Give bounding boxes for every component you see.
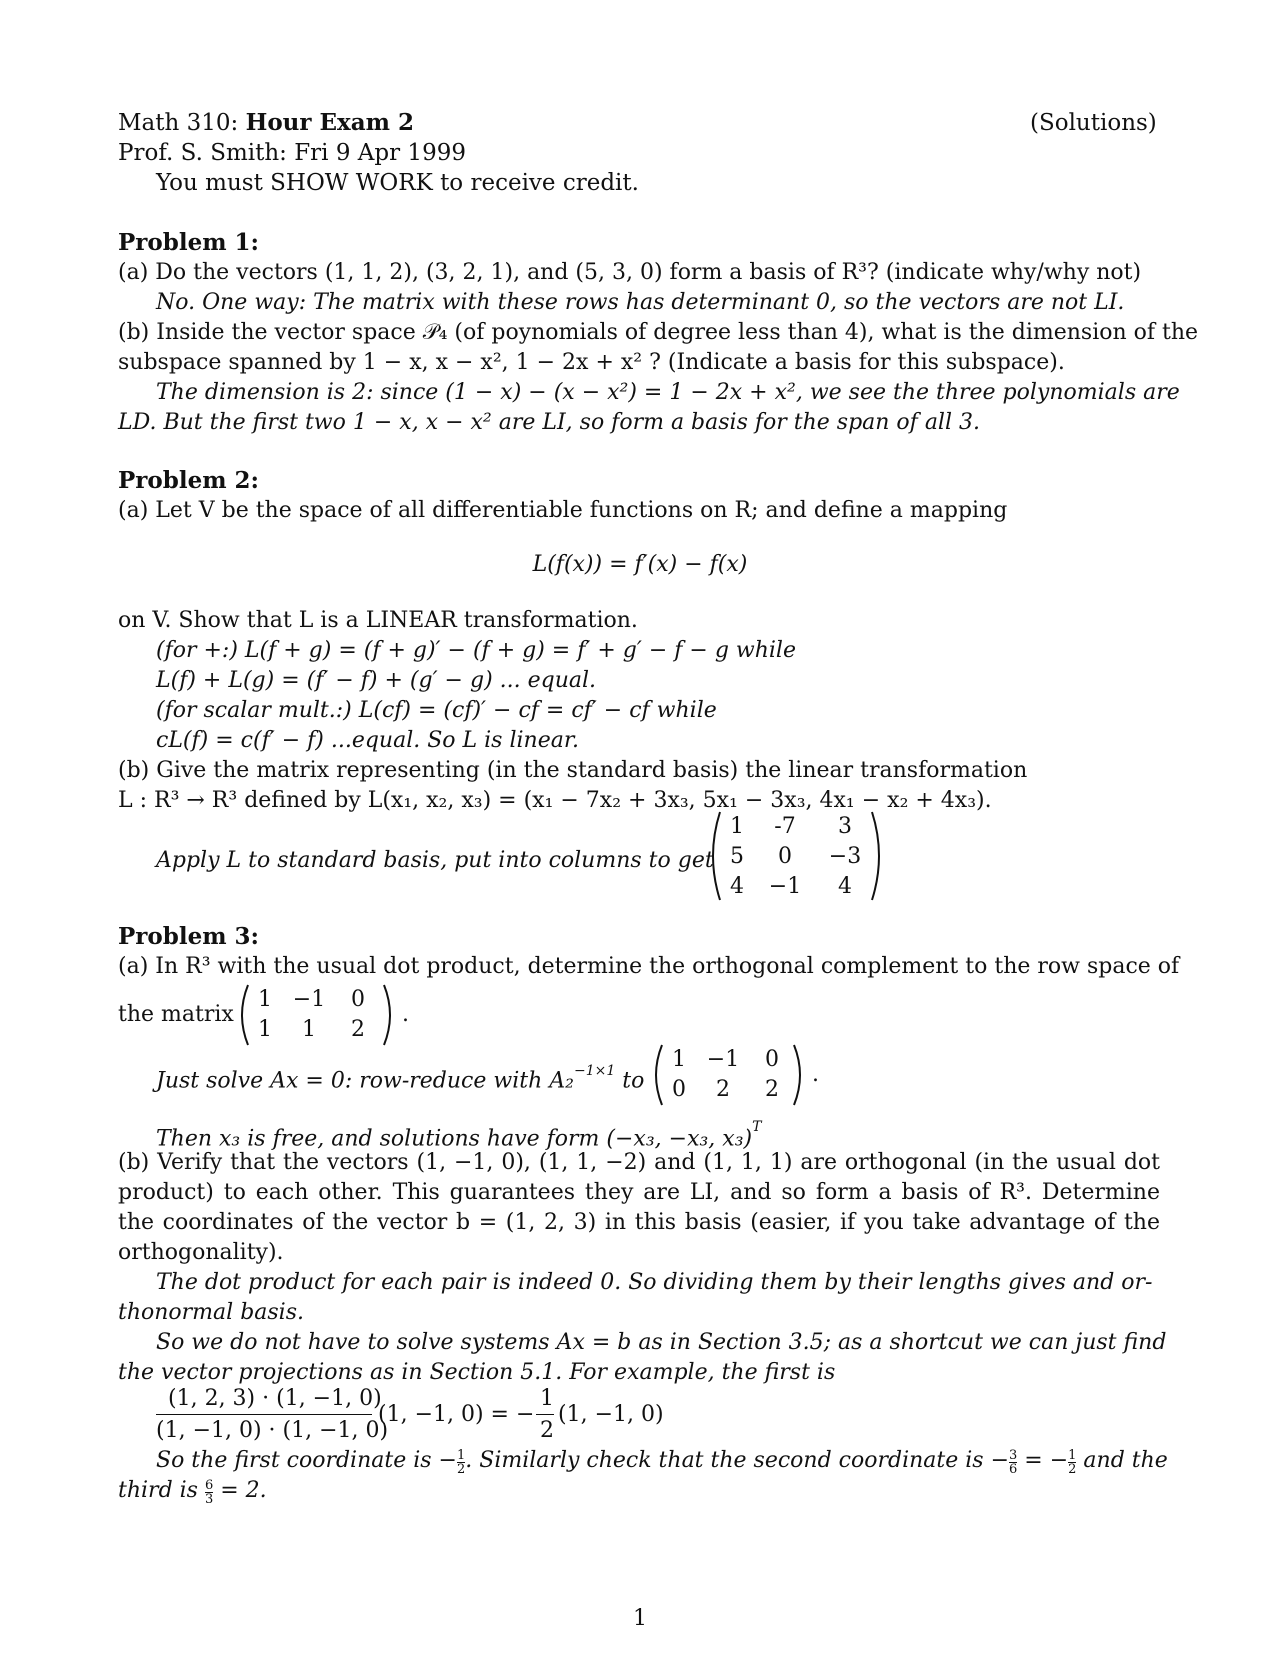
matrix-cell: 0 [765, 1047, 779, 1072]
fraction-denominator: 3 [204, 1492, 214, 1507]
matrix-cell: 0 [778, 844, 792, 869]
matrix-cell: 3 [838, 814, 852, 839]
projection-formula [156, 1384, 664, 1444]
p1-b-answer-2: LD. But the first two 1 − x, x − x² are LI, so form a basis for the span of all 3. [118, 410, 980, 435]
p2-b-question-2: L : R³ → R³ defined by L(x₁, x₂, x₃) = (x₁ − 7x₂ + 3x₃, 5x₁ − 3x₃, 4x₁ − x₂ + 4x₃). [118, 788, 992, 813]
problem3-title: Problem 3: [118, 923, 260, 950]
projection-denominator: (1, −1, 0) · (1, −1, 0) [156, 1418, 389, 1443]
p2-a-question-2: on V. Show that L is a LINEAR transformation. [118, 608, 638, 633]
fraction-numerator: 1 [457, 1448, 466, 1463]
matrix-cell: −1 [292, 987, 326, 1012]
half-numerator: 1 [540, 1386, 554, 1411]
matrix-cell: 1 [258, 1017, 272, 1042]
matrix-cell: −1 [706, 1047, 740, 1072]
p3-a-matrix [236, 982, 396, 1048]
p2-b-matrix [706, 808, 886, 904]
p1-b-answer-1: The dimension is 2: since (1 − x) − (x − x²) = 1 − 2x + x², we see the three polynomials are [156, 380, 1180, 405]
half-denominator: 2 [540, 1418, 554, 1443]
p2-a-answer-2: L(f) + L(g) = (f′ − f) + (g′ − g) ... equal. [156, 668, 597, 693]
matrix-cell: 0 [351, 987, 365, 1012]
projection-middle: (1, −1, 0) = − [378, 1402, 535, 1427]
matrix-cell: 1 [730, 814, 744, 839]
inline-fraction [205, 1479, 213, 1506]
matrix-cell: -7 [774, 814, 796, 839]
p3-b-answer-2: thonormal basis. [118, 1300, 305, 1325]
matrix-cell: 1 [258, 987, 272, 1012]
matrix-cell: 0 [672, 1077, 686, 1102]
p3-b-question-2 [118, 1178, 1160, 1208]
p3-b-question-1-text: (b) Verify that the vectors (1, −1, 0), (1, 1, −2) and (1, 1, 1) are orthogonal (in the usual dot [118, 1150, 1160, 1175]
fraction-denominator: 2 [1068, 1462, 1077, 1477]
p3-a-answer-1-to: to [622, 1068, 645, 1094]
instructions: You must SHOW WORK to receive credit. [156, 170, 639, 196]
p3-b-question-3 [118, 1208, 1160, 1238]
p3-a-period-2: . [812, 1062, 819, 1087]
p1-a-answer: No. One way: The matrix with these rows has determinant 0, so the vectors are not LI. [156, 290, 1125, 315]
p3-b-answer-3: So we do not have to solve systems Ax = b as in Section 3.5; as a shortcut we can just find [156, 1330, 1167, 1355]
exam-name: Hour Exam 2 [245, 109, 415, 136]
p2-a-formula: L(f(x)) = f′(x) − f(x) [532, 552, 748, 577]
projection-numerator: (1, 2, 3) · (1, −1, 0) [168, 1386, 382, 1411]
matrix-cell: 4 [730, 874, 744, 899]
p2-a-answer-4: cL(f) = c(f′ − f) ...equal. So L is linear. [156, 728, 579, 753]
p3-b-answer-5-a: So the first coordinate is − [156, 1448, 457, 1473]
p3-b-question-3-text: the coordinates of the vector b = (1, 2, 3) in this basis (easier, if you take advantage of the [118, 1210, 1160, 1235]
p3-a-reduced-matrix [650, 1042, 806, 1108]
fraction-denominator: 6 [1009, 1462, 1018, 1477]
p3-b-answer-6-b: = 2. [213, 1478, 267, 1503]
p1-a-question: (a) Do the vectors (1, 1, 2), (3, 2, 1), and (5, 3, 0) form a basis of R³? (indicate why/why not) [118, 260, 1142, 285]
superscript: −1×1 [573, 1063, 616, 1079]
p3-b-answer-6-a: third is [118, 1478, 205, 1503]
transpose-superscript: T [752, 1119, 762, 1135]
problem2-title: Problem 2: [118, 467, 260, 494]
fraction-numerator: 3 [1009, 1448, 1018, 1463]
p3-a-period: . [402, 1002, 409, 1027]
fraction-numerator: 6 [204, 1478, 214, 1493]
matrix-cell: 4 [838, 874, 852, 899]
matrix-cell: 2 [351, 1017, 365, 1042]
p2-a-question: (a) Let V be the space of all differentiable functions on R; and define a mapping [118, 498, 1008, 523]
fraction-denominator: 2 [457, 1462, 466, 1477]
fraction-bar [536, 1414, 554, 1415]
matrix-cell: 2 [716, 1077, 730, 1102]
p3-b-answer-1: The dot product for each pair is indeed 0. So dividing them by their lengths gives and or- [156, 1270, 1153, 1295]
matrix-cell: 5 [730, 844, 744, 869]
course-label: Math 310: [118, 110, 246, 136]
fraction-bar [156, 1414, 372, 1415]
matrix-cell: −1 [768, 874, 802, 899]
p2-b-answer: Apply L to standard basis, put into columns to get [156, 848, 714, 873]
p3-a-answer-1 [156, 1060, 644, 1096]
p2-a-answer-3: (for scalar mult.:) L(cf) = (cf)′ − cf = cf′ − cf while [156, 698, 717, 723]
p3-b-answer-5-b: . Similarly check that the second coordinate is − [465, 1448, 1009, 1473]
p3-b-question-4: orthogonality). [118, 1240, 284, 1265]
p2-b-question-1: (b) Give the matrix representing (in the standard basis) the linear transformation [118, 758, 1028, 783]
matrix-cell: −3 [828, 844, 862, 869]
p3-a-answer-1-text: Just solve Ax = 0: row-reduce with A₂ [156, 1068, 574, 1094]
p3-b-answer-5-c: = − [1017, 1448, 1069, 1473]
p1-b-question-2: subspace spanned by 1 − x, x − x², 1 − 2x + x² ? (Indicate a basis for this subspace). [118, 350, 1065, 375]
p3-b-question-1 [118, 1148, 1160, 1178]
prof-line: Prof. S. Smith: Fri 9 Apr 1999 [118, 140, 466, 166]
p3-a-answer-2-text: Then x₃ is free, and solutions have form (−x₃, −x₃, x₃) [156, 1126, 753, 1152]
p3-a-question-1: (a) In R³ with the usual dot product, determine the orthogonal complement to the row space of [118, 954, 1180, 979]
p1-b-question-1: (b) Inside the vector space 𝒫₄ (of poynomials of degree less than 4), what is the dimension of the [118, 320, 1199, 345]
projection-end: (1, −1, 0) [558, 1402, 664, 1427]
p3-b-answer-4: the vector projections as in Section 5.1. For example, the first is [118, 1360, 836, 1385]
matrix-cell: 2 [765, 1077, 779, 1102]
page-number: 1 [633, 1606, 647, 1631]
matrix-cell: 1 [672, 1047, 686, 1072]
p3-b-question-2-text: product) to each other. This guarantees they are LI, and so form a basis of R³. Determine [118, 1180, 1160, 1205]
exam-title [118, 108, 414, 138]
p3-b-answer-5-d: and the [1076, 1448, 1168, 1473]
matrix-cell: 1 [302, 1017, 316, 1042]
p2-a-answer-1: (for +:) L(f + g) = (f + g)′ − (f + g) = f′ + g′ − f − g while [156, 638, 796, 663]
solutions-label: (Solutions) [1030, 110, 1157, 136]
p3-b-answer-6 [118, 1476, 267, 1506]
fraction-numerator: 1 [1068, 1448, 1077, 1463]
p3-a-question-2: the matrix [118, 1002, 234, 1027]
p3-b-answer-5 [156, 1446, 1168, 1477]
problem1-title: Problem 1: [118, 229, 260, 256]
